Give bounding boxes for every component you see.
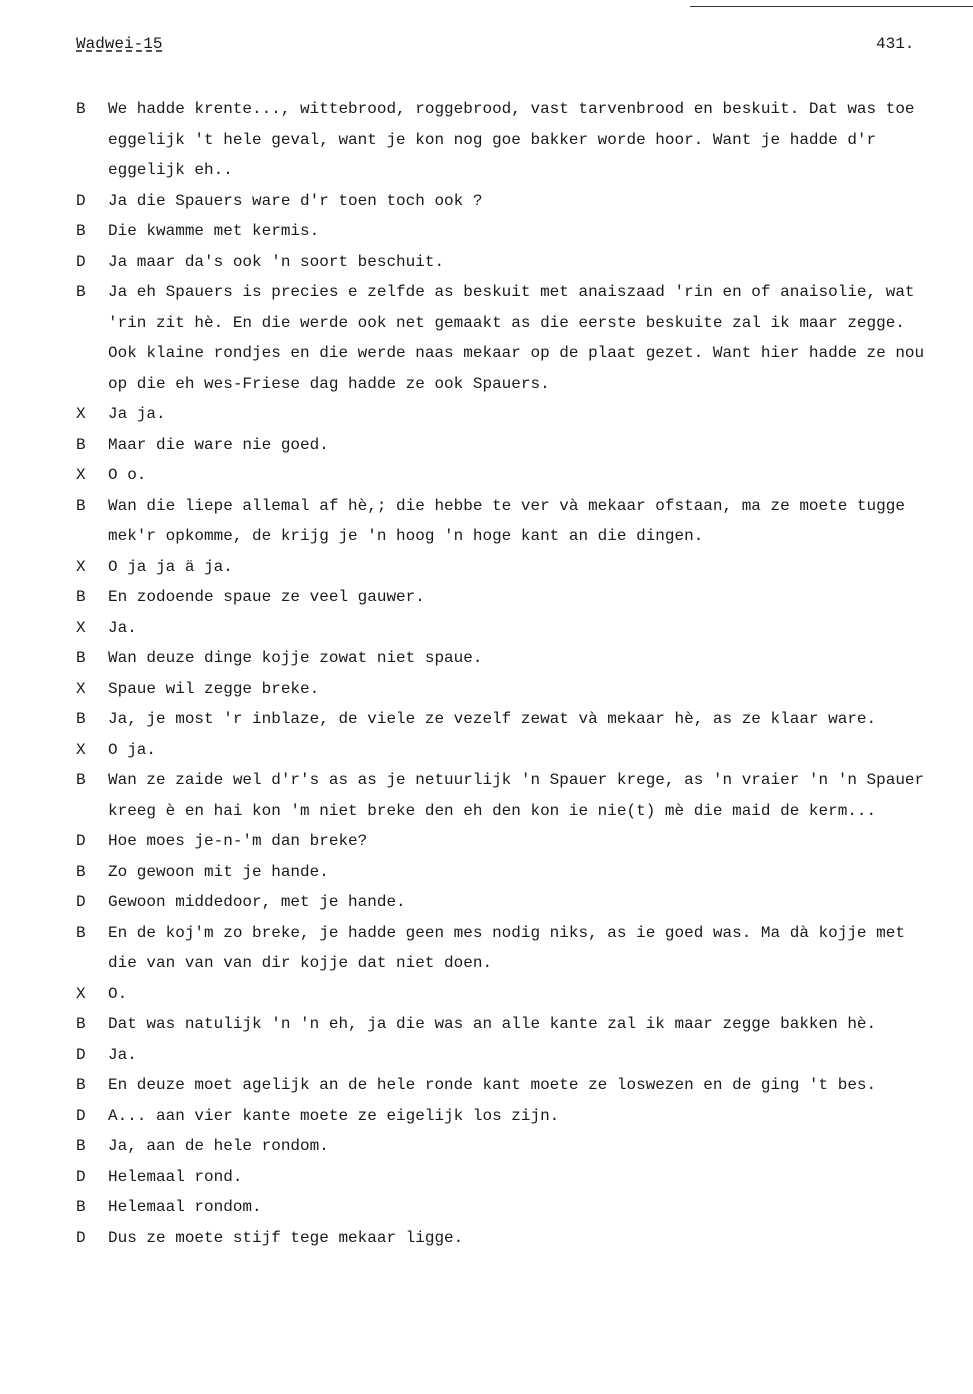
transcript-entry [76, 552, 936, 583]
transcript-entry [76, 460, 936, 491]
document-title: Wadwei-15 [76, 35, 163, 53]
utterance-text: Die kwamme met kermis. [108, 222, 320, 240]
utterance-text: Wan die liepe allemal af hè,; die hebbe te ver và mekaar ofstaan, ma ze moete tugge mek'r opkomme, de krijg je 'n hoog 'n hoge kant an die dingen. [108, 496, 915, 545]
transcript-entry [76, 216, 936, 247]
speaker-label: B [76, 710, 86, 728]
transcript-entry [76, 186, 936, 217]
speaker-label: B [76, 1137, 86, 1155]
utterance-text: Ja eh Spauers is precies e zelfde as beskuit met anaiszaad 'rin en of anaisolie, wat 'rin zit hè. En die werde ook net gemaakt as die eerste beskuite zal ik maar zegge. Ook klaine rondjes en die werde naas mekaar op de plaat gezet. Want hier hadde ze nou op die eh wes-Friese dag hadde ze ook Spauers. [108, 283, 934, 393]
speaker-label: D [76, 832, 86, 850]
transcript-entry [76, 704, 936, 735]
utterance-text: Ja die Spauers ware d'r toen toch ook ? [108, 191, 483, 210]
utterance-text: Ja ja. [108, 405, 166, 423]
transcript-entry [76, 247, 936, 278]
transcript-entry [76, 582, 936, 613]
speaker-label: B [76, 771, 86, 789]
utterance-text: Zo gewoon mit je hande. [108, 862, 329, 881]
transcript-entry [76, 1223, 936, 1254]
utterance-text: Ja. [108, 618, 137, 637]
speaker-label: B [76, 923, 86, 942]
speaker-label: B [76, 1015, 86, 1033]
transcript-entry [76, 1070, 936, 1101]
utterance-text: En deuze moet agelijk an de hele ronde kant moete ze loswezen en de ging 't bes. [108, 1076, 877, 1094]
transcript-entry [76, 979, 936, 1010]
utterance-text: Ja, aan de hele rondom. [108, 1137, 329, 1155]
speaker-label: B [76, 1076, 86, 1094]
speaker-label: B [76, 100, 86, 118]
transcript-entry [76, 277, 936, 399]
speaker-label: B [76, 496, 86, 515]
utterance-text: Hoe moes je-n-'m dan breke? [108, 832, 368, 850]
speaker-label: B [76, 222, 86, 240]
transcript-entry [76, 1192, 936, 1223]
speaker-label: D [76, 252, 86, 271]
utterance-text: Dat was natulijk 'n 'n eh, ja die was an alle kante zal ik maar zegge bakken hè. [108, 1015, 877, 1033]
speaker-label: X [76, 557, 86, 576]
utterance-text: Ja maar da's ook 'n soort beschuit. [108, 252, 445, 271]
utterance-text: En de koj'm zo breke, je hadde geen mes nodig niks, as ie goed was. Ma dà kojje met die van van van dir kojje dat niet doen. [108, 923, 915, 972]
speaker-label: X [76, 405, 86, 423]
transcript-entry [76, 1009, 936, 1040]
utterance-text: Ja, je most 'r inblaze, de viele ze vezelf zewat và mekaar hè, as ze klaar ware. [108, 710, 877, 728]
utterance-text: Helemaal rondom. [108, 1198, 262, 1216]
transcript-entry [76, 918, 936, 979]
utterance-text: O. [108, 984, 128, 1003]
transcript-entry [76, 1131, 936, 1162]
transcript-entry [76, 1162, 936, 1193]
speaker-label: X [76, 618, 86, 637]
speaker-label: D [76, 1167, 86, 1186]
page-number: 431. [876, 35, 915, 53]
transcript-entry [76, 430, 936, 461]
speaker-label: B [76, 649, 86, 667]
utterance-text: Spaue wil zegge breke. [108, 679, 320, 698]
speaker-label: B [76, 435, 86, 454]
transcript-entry [76, 857, 936, 888]
speaker-label: D [76, 1106, 86, 1125]
transcript-entry [76, 765, 936, 826]
speaker-label: X [76, 984, 86, 1003]
utterance-text: Wan ze zaide wel d'r's as as je netuurlijk 'n Spauer krege, as 'n vraier 'n 'n Spauer kreeg è en hai kon 'm niet breke den eh den kon ie nie(t) mè die maid de kerm... [108, 771, 934, 820]
speaker-label: X [76, 466, 86, 484]
utterance-text: Gewoon middedoor, met je hande. [108, 893, 406, 911]
transcript-entry [76, 643, 936, 674]
transcript-entry [76, 674, 936, 705]
speaker-label: B [76, 1198, 86, 1216]
utterance-text: Wan deuze dinge kojje zowat niet spaue. [108, 649, 483, 667]
utterance-text: En zodoende spaue ze veel gauwer. [108, 588, 425, 606]
speaker-label: D [76, 1045, 86, 1064]
speaker-label: B [76, 862, 86, 881]
utterance-text: Dus ze moete stijf tege mekaar ligge. [108, 1228, 464, 1247]
speaker-label: D [76, 893, 86, 911]
transcript-entry [76, 1040, 936, 1071]
speaker-label: B [76, 283, 86, 301]
utterance-text: We hadde krente..., wittebrood, roggebrood, vast tarvenbrood en beskuit. Dat was toe eggelijk 't hele geval, want je kon nog goe bakker worde hoor. Want je hadde d'r eggelijk eh.. [108, 100, 925, 179]
transcript-entry [76, 826, 936, 857]
utterance-text: Ja. [108, 1045, 137, 1064]
utterance-text: Maar die ware nie goed. [108, 435, 329, 454]
utterance-text: O o. [108, 466, 147, 484]
top-rule [690, 6, 973, 7]
transcript-entry [76, 613, 936, 644]
transcript-entry [76, 94, 936, 186]
transcript-entry [76, 1101, 936, 1132]
transcript [76, 94, 936, 1253]
speaker-label: D [76, 191, 86, 210]
speaker-label: X [76, 679, 86, 698]
transcript-entry [76, 887, 936, 918]
speaker-label: X [76, 740, 86, 759]
utterance-text: O ja. [108, 740, 157, 759]
transcript-entry [76, 399, 936, 430]
transcript-entry [76, 735, 936, 766]
speaker-label: B [76, 588, 86, 606]
utterance-text: Helemaal rond. [108, 1167, 243, 1186]
utterance-text: A... aan vier kante moete ze eigelijk los zijn. [108, 1106, 560, 1125]
utterance-text: O ja ja ä ja. [108, 557, 233, 576]
speaker-label: D [76, 1228, 86, 1247]
transcript-entry [76, 491, 936, 552]
